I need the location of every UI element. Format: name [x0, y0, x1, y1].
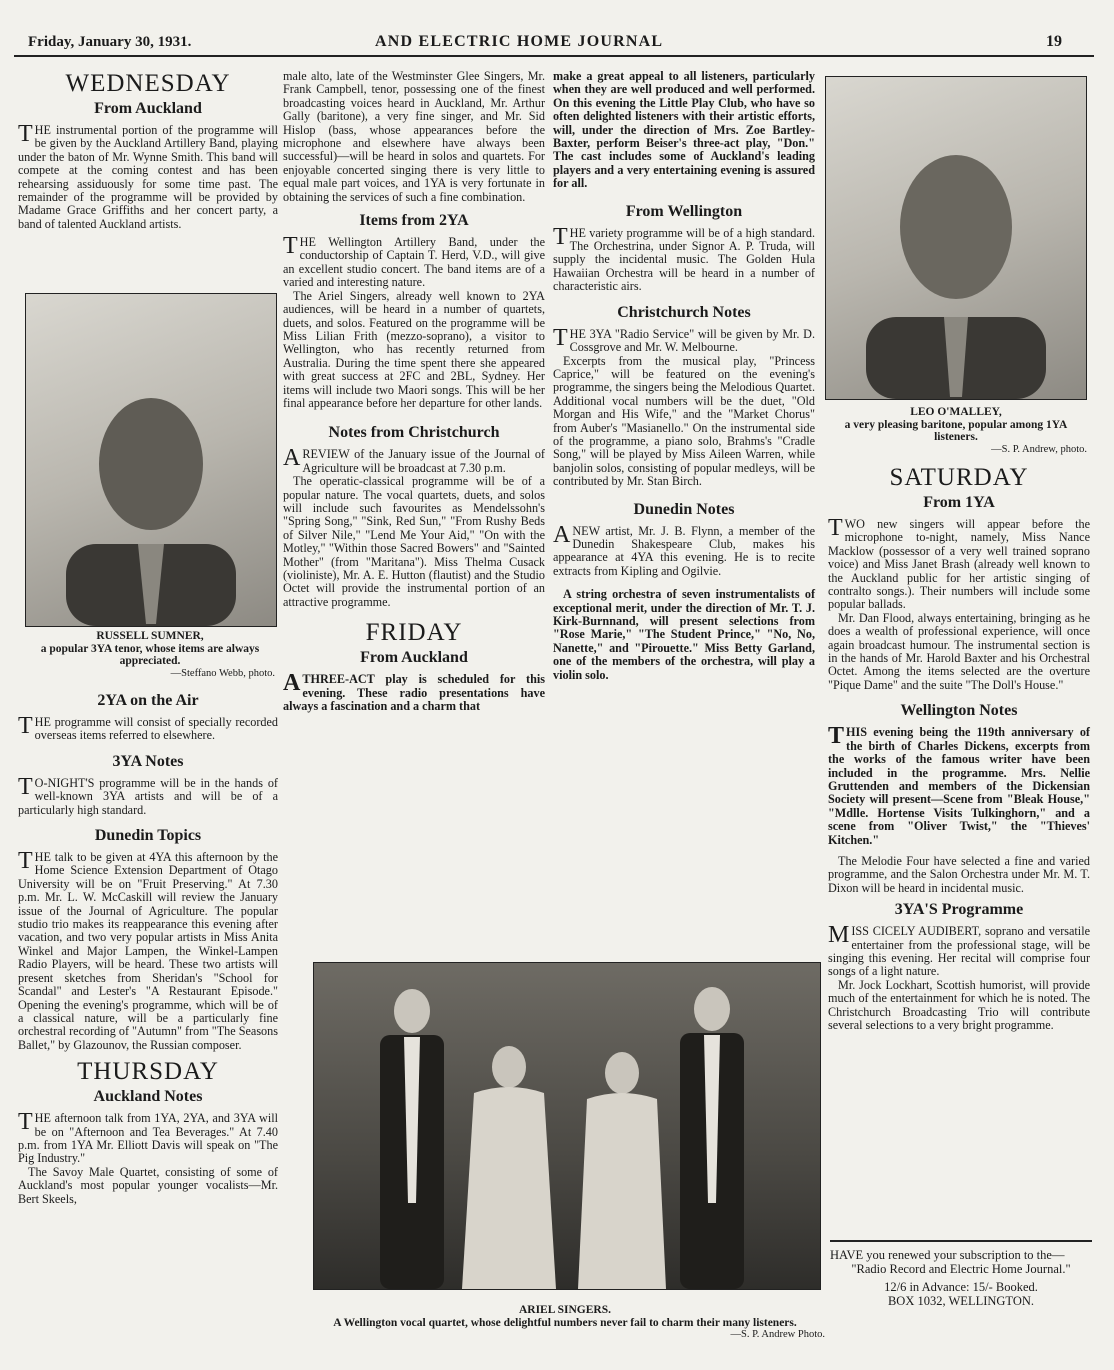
- caption-leo-omalley: [825, 406, 1087, 456]
- heading-friday: FRIDAY: [365, 619, 463, 647]
- article-text: A string orchestra of seven instrumentalists of exceptional merit, under the direction of Mr. T. J. Kirk-Burnnand, will present selections from "Rose Marie," "The Student Prince," "No, No, Nanette," and "Pirouette." Miss Betty Garland, one of the members of the orchestra, will play a violin solo.: [553, 587, 815, 682]
- journal-title: AND ELECTRIC HOME JOURNAL: [375, 33, 664, 50]
- subscription-box: [830, 1240, 1092, 1308]
- header-rule: [14, 55, 1094, 57]
- portrait-figure-icon: [26, 294, 276, 626]
- article-text: Excerpts from the musical play, "Princess Caprice," will be featured on the evening's programme, the singers being the Melodious Quartet. Additional vocal numbers will be the duet, "Old Morgan and His Wife," and the "Market Chorus" from Auber's "Masianello." On the instrumental side of the programme, a piano solo, Brahms's "Cradle Song," will be played by Miss Aileen Warren, while banjolin solos, consisting of popular medleys, will be contributed by Mr. Stan Birch.: [553, 353, 815, 489]
- article-text: Mr. Jock Lockhart, Scottish humorist, will provide much of the entertainment for which he is noted. The Christchurch Broadcasting Trio will contribute several selections to a very bright programme.: [828, 977, 1090, 1032]
- article-text: THE Wellington Artillery Band, under the conductorship of Captain T. Herd, V.D., will give an excellent studio concert. The band items are of a varied and interesting nature.: [283, 233, 545, 290]
- article-text: THE talk to be given at 4YA this afternoon by the Home Science Extension Department of Otago University will be on "Fruit Preserving." At 7.30 p.m. Mr. L. W. McCaskill will review the January issue of the Journal of Agriculture. The popular studio trio makes its reappearance this evening after vacation, and two very popular artists in Miss Anita Winkel and Major Lampen, the Winkel-Lampen Radio Players, will be heard. These two artists will present sketches from Sheridan's "School for Scandal" and Lester's "A Restaurant Episode." Opening the evening's programme, which will be of a classical nature, will be a particularly fine orchestral recording of "Autumn" from "The Seasons Ballet," by Glazounov, the Russian composer.: [18, 848, 278, 1052]
- article-text: The operatic-classical programme will be of a popular nature. The vocal quartets, duets, and solos will include such favourites as Mendelssohn's "Spring Song," "Sink, Red Sun," "From Rushy Beds of Silver Nile," "Lend Me Your Aid," "On with the Motley," "Within those Sacred Bowers" and "Sainted Mother" (from "Maritana"). Miss Thelma Cusack (violiniste), Mr. A. E. Hutton (flautist) and the Studio Octet will provide the instrumental portion of an attractive programme.: [283, 474, 545, 609]
- caption-name: RUSSELL SUMNER,: [96, 630, 204, 642]
- article-text: ANEW artist, Mr. J. B. Flynn, a member of the Dunedin Shakespeare Club, makes his appearance at 4YA this evening. He is to recite extracts from Kipling and Ogilvie.: [553, 521, 815, 578]
- group-photo-ariel-singers: [313, 962, 821, 1290]
- article-text: make a great appeal to all listeners, particularly when they are well produced and well performed. On this evening the Little Play Club, who have so often delighted listeners with their artistic efforts, will, under the direction of Mrs. Zoe Bartley-Baxter, perform Beiser's three-act play, "Don." The cast includes some of Auckland's leading players and a very entertaining evening is assured for all.: [553, 69, 815, 191]
- article-text: THE 3YA "Radio Service" will be given by Mr. D. Cossgrove and Mr. W. Melbourne.: [553, 324, 815, 355]
- heading-thursday: THURSDAY: [77, 1058, 219, 1086]
- photo-credit: —Steffano Webb, photo.: [170, 667, 275, 679]
- box-rule: [830, 1240, 1092, 1242]
- heading-notes-from-christchurch: Notes from Christchurch: [328, 424, 500, 442]
- article-text: ATHREE-ACT play is scheduled for this evening. These radio presentations have always a fascination and a charm that: [283, 670, 545, 714]
- article-text: TO-NIGHT'S programme will be in the hands of well-known 3YA artists and will be of a particularly high standard.: [18, 773, 278, 817]
- column-1: [18, 66, 278, 231]
- article-text: The Ariel Singers, already well known to 2YA audiences, will be heard in a number of quartets, duets, and solos. Featured on the programme will be Miss Lilian Frith (mezzo-soprano), a visitor to Wellington, who has recently returned from Australia. During the time spent there she appeared with great success at 2FC and 2BL, Sydney. Her items will include two Maori songs. This will be her final appearance before her departure for other lands.: [283, 288, 545, 410]
- group-figures-icon: [314, 963, 820, 1289]
- article-text: The Melodie Four have selected a fine and varied programme, and the Salon Orchestra under Mr. M. T. Dixon will be heard in incidental music.: [828, 853, 1090, 895]
- column-3: [553, 70, 815, 682]
- heading-from-wellington: From Wellington: [625, 202, 743, 220]
- issue-date: Friday, January 30, 1931.: [28, 34, 192, 50]
- page-header: [0, 0, 1114, 60]
- heading-3ya-notes: 3YA Notes: [112, 752, 184, 770]
- heading-dunedin-notes: Dunedin Notes: [633, 500, 735, 518]
- article-text: THE variety programme will be of a high standard. The Orchestrina, under Signor A. P. Truda, will supply the incidental music. The Golden Hula Hawaiian Orchestra will be heard in a number of characteristic airs.: [553, 223, 815, 294]
- page-number: 19: [1046, 33, 1062, 50]
- caption-text: a very pleasing baritone, popular among 1YA listeners.: [844, 418, 1068, 443]
- heading-from-1ya: From 1YA: [923, 494, 995, 511]
- heading-wednesday: WEDNESDAY: [65, 70, 231, 97]
- heading-2ya-on-air: 2YA on the Air: [97, 692, 199, 709]
- caption-ariel-singers: [305, 1304, 825, 1342]
- article-text: AREVIEW of the January issue of the Journal of Agriculture will be broadcast at 7.30 p.m.: [283, 445, 545, 475]
- article-text: MISS CICELY AUDIBERT, soprano and versatile entertainer from the professional stage, will be singing this evening. Her recital will comprise four songs of a light nature.: [828, 922, 1090, 979]
- box-price: 12/6 in Advance: 15/- Booked.: [884, 1280, 1038, 1294]
- photo-credit: —S. P. Andrew Photo.: [730, 1329, 825, 1340]
- caption-russell-sumner: [25, 630, 275, 680]
- article-text: THIS evening being the 119th anniversary of the birth of Charles Dickens, excerpts from the works of the famous writer have been included in the programme. Mrs. Nellie Gruttenden and members of the Dickensian Society will present—Scene from "Bleak House," "Mdlle. Hortense Visits Tulkinghorn," and a scene from "Oliver Twist," the "Thieves' Kitchen.": [828, 723, 1090, 847]
- box-text: "Radio Record and Electric Home Journal.": [851, 1262, 1071, 1276]
- heading-christchurch-notes: Christchurch Notes: [617, 303, 751, 321]
- article-text: THE instrumental portion of the programme will be given by the Auckland Artillery Band, playing under the baton of Mr. Wynne Smith. This band will compete at the coming contest and has been rehearsing assiduously for some time past. The remainder of the programme will be provided by Madame Grace Griffiths and her concert party, a band of talented Auckland artists.: [18, 121, 278, 231]
- article-text: THE programme will consist of specially recorded overseas items referred to elsewhere.: [18, 713, 278, 743]
- heading-auckland-notes: Auckland Notes: [93, 1088, 203, 1106]
- article-text: male alto, late of the Westminster Glee Singers, Mr. Frank Campbell, tenor, possessing one of the finest broadcasting voices heard in Auckland, Mr. Arthur Gally (baritone), a very fine singer, and Mr. Sid Hislop (bass, whose appearances before the microphone and elsewhere have always been successful)—will be heard in solos and quartets. For enjoyable concerted singing there is very little to equal male part voices, and 1YA is very fortunate in obtaining the services of such a fine combination.: [283, 69, 545, 204]
- article-text: Mr. Dan Flood, always entertaining, bringing as he does a wealth of professional experience, will once again broadcast humour. The instrumental section is in the hands of Mr. Harold Baxter and his Orchestral Octet. Among the items selected are the overture "Pique Dame" and the suite "The Doll's House.": [828, 610, 1090, 692]
- heading-items-from-2ya: Items from 2YA: [359, 212, 469, 230]
- column-2: [283, 70, 545, 713]
- heading-wellington-notes: Wellington Notes: [900, 702, 1018, 720]
- heading-from-auckland: From Auckland: [94, 100, 202, 117]
- caption-name: LEO O'MALLEY,: [910, 406, 1002, 418]
- article-text: The Savoy Male Quartet, consisting of some of Auckland's most popular younger vocalists—Mr. Bert Skeels,: [18, 1164, 278, 1206]
- article-text: TWO new singers will appear before the microphone to-night, namely, Miss Nance Macklow (possessor of a very well trained soprano voice) and Miss Janet Brash (already well known to the Auckland public for her artistic singing of contralto songs.). Their numbers will include some popular ballads.: [828, 515, 1090, 612]
- heading-saturday: SATURDAY: [889, 464, 1029, 491]
- portrait-russell-sumner: [25, 293, 277, 627]
- heading-3ya-programme: 3YA'S Programme: [894, 901, 1024, 919]
- caption-text: a popular 3YA tenor, whose items are always appreciated.: [40, 642, 260, 667]
- portrait-figure-icon: [826, 77, 1086, 399]
- caption-text: A Wellington vocal quartet, whose delightful numbers never fail to charm their many listeners.: [333, 1316, 797, 1329]
- portrait-leo-omalley: [825, 76, 1087, 400]
- article-text: THE afternoon talk from 1YA, 2YA, and 3YA will be on "Afternoon and Tea Beverages." At 7.40 p.m. from 1YA Mr. Elliott Davis will speak on "The Pig Industry.": [18, 1109, 278, 1166]
- box-address: BOX 1032, WELLINGTON.: [887, 1294, 1035, 1308]
- column-4: [828, 460, 1090, 1032]
- column-1-lower: [18, 690, 278, 1206]
- box-text: HAVE you renewed your subscription to the—: [830, 1248, 1065, 1262]
- photo-credit: —S. P. Andrew, photo.: [991, 443, 1087, 455]
- caption-name: ARIEL SINGERS.: [518, 1304, 612, 1316]
- heading-dunedin-topics: Dunedin Topics: [94, 827, 202, 845]
- heading-from-auckland: From Auckland: [360, 649, 468, 667]
